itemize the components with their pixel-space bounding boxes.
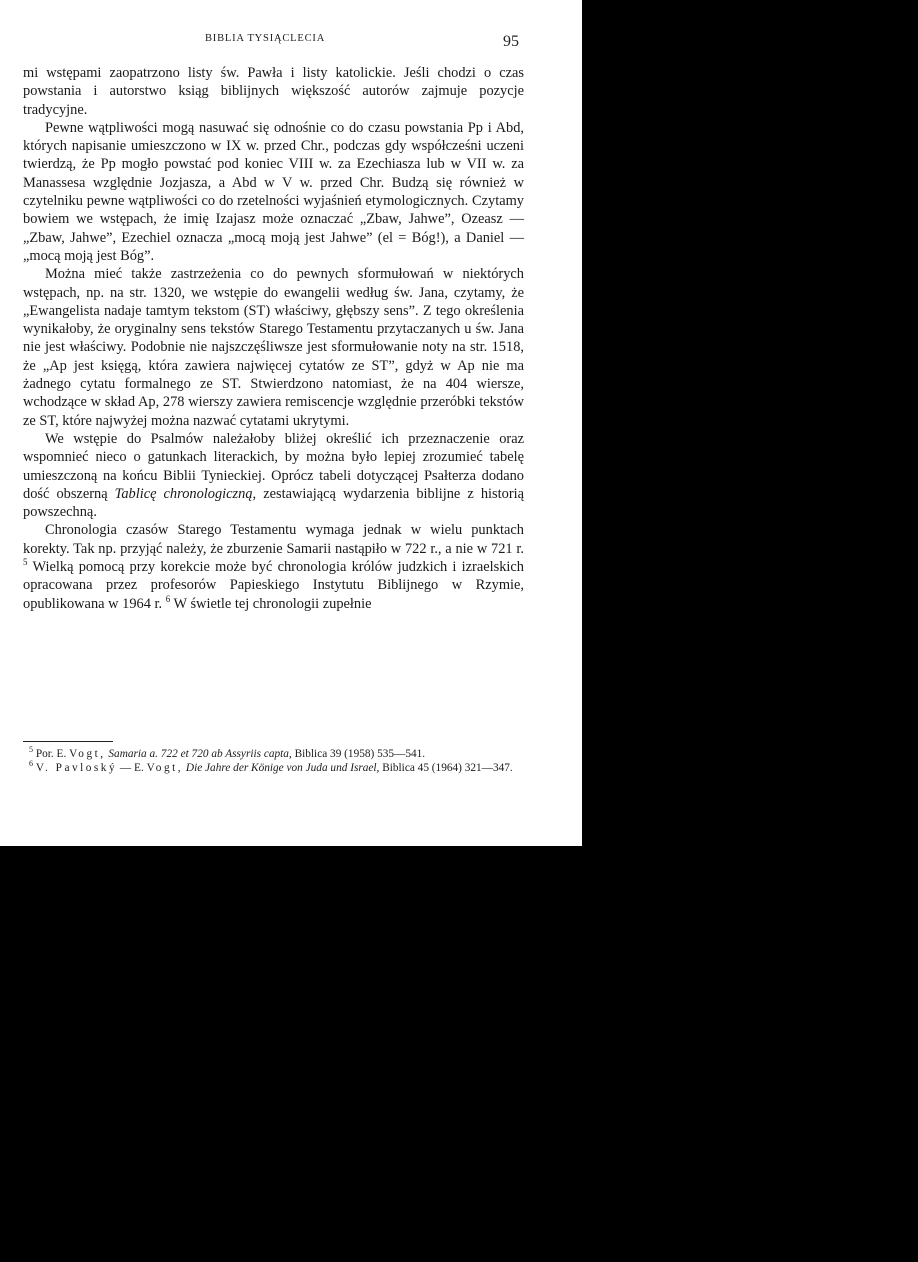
footnotes [23, 745, 524, 775]
footnote-divider [23, 741, 113, 742]
footnote-title: Die Jahre der Könige von Juda und Israel, [185, 761, 380, 774]
footnote-ref-5: 5 [23, 557, 28, 568]
footnote-number: 6 [29, 758, 33, 768]
paragraph-4 [23, 430, 524, 521]
paragraph-5-text-a: Chronologia czasów Starego Testamentu wymaga jednak w wielu punktach korekty. Tak np. przyjąć należy, że zburzenie Samarii nastąpiło w 722 r., a nie w 721 r. [23, 522, 524, 557]
footnote-text: Por. E. [33, 748, 70, 760]
body-text [23, 64, 524, 613]
page-number: 95 [503, 33, 519, 50]
footnote-author: Vogt, [146, 761, 184, 774]
paragraph-4-italic: Tablicę chronologiczną, [114, 485, 257, 502]
footnote-author: Vogt, [69, 748, 106, 760]
footnote-source: Biblica 39 (1958) 535—541. [291, 748, 426, 760]
footnote-6 [23, 758, 524, 776]
footnote-title: Samaria a. 722 et 720 ab Assyriis capta, [108, 748, 292, 760]
paragraph-4-text-b: zestawiającą wydarzenia biblijne z historią powszechną. [23, 485, 524, 521]
footnote-author: V. Pavloský [35, 761, 118, 774]
paragraph-5-text-b: Wielką pomocą przy korekcie może być chronologia królów judzkich i izraelskich opracowana przez profesorów Papieskiego Instytutu Biblijnego w Rzymie, opublikowana w 1964 r. [23, 559, 524, 612]
paragraph-2: Pewne wątpliwości mogą nasuwać się odnośnie co do czasu powstania Pp i Abd, których napisanie umieszczono w IX w. przed Chr., podczas gdy współcześni uczeni twierdzą, że Pp mogło powstać pod koniec VIII w. za Ezechiasza lub w VII w. za Manassesa względnie Jozjasza, a Abd w V w. przed Chr. Budzą się również w czytelniku pewne wątpliwości co do rzetelności wyjaśnień etymologicznych. Czytamy bowiem we wstępach, że imię Izajasz może oznaczać „Zbaw, Jahwe”, Ozeasz — „Zbaw, Jahwe”, Ezechiel oznacza „mocą moją jest Jahwe” (el = Bóg!), a Daniel — „mocą moją jest Bóg”. [23, 119, 524, 264]
running-header: BIBLIA TYSIĄCLECIA [205, 33, 326, 44]
paragraph-5-text-c: W świetle tej chronologii zupełnie [170, 595, 372, 612]
footnote-source: Biblica 45 (1964) 321—347. [379, 761, 513, 774]
footnote-ref-6: 6 [165, 593, 171, 604]
paragraph-5 [23, 521, 524, 612]
paragraph-3: Można mieć także zastrzeżenia co do pewnych sformułowań w niektórych wstępach, np. na str. 1320, we wstępie do ewangelii według św. Jana, czytamy, że „Ewangelista nadaje tamtym tekstom (ST) właściwy, głębszy sens”. Z tego określenia wynikałoby, że oryginalny sens tekstów Starego Testamentu przytaczanych u św. Jana nie jest właściwy. Podobnie nie najszczęśliwsze jest sformułowanie noty na str. 1518, że „Ap jest księgą, która zawiera najwięcej cytatów ze ST”, gdyż w Ap nie ma żadnego cytatu formalnego ze ST. Stwierdzono natomiast, że na 404 wiersze, wchodzące w skład Ap, 278 wierszy zawiera remiscencje względnie przeróbki tekstów ze ST, które najwyżej można nazwać cytatami ukrytymi. [23, 266, 524, 429]
paragraph-4-text-a: We wstępie do Psalmów należałoby bliżej określić ich przeznaczenie oraz wspomnieć nieco o gatunkach literackich, by można było lepiej zrozumieć tabelę umieszczoną na końcu Biblii Tynieckiej. Oprócz tabeli dotyczącej Psałterza dodano dość obszerną [23, 430, 524, 502]
scanned-page [0, 0, 582, 846]
footnote-number: 5 [29, 745, 33, 755]
footnote-text: — E. [117, 761, 147, 774]
footnote-5 [23, 745, 524, 762]
paragraph-1: mi wstępami zaopatrzono listy św. Pawła i listy katolickie. Jeśli chodzi o czas powstania i autorstwo ksiąg biblijnych większość autorów zajmuje pozycje tradycyjne. [23, 65, 524, 118]
